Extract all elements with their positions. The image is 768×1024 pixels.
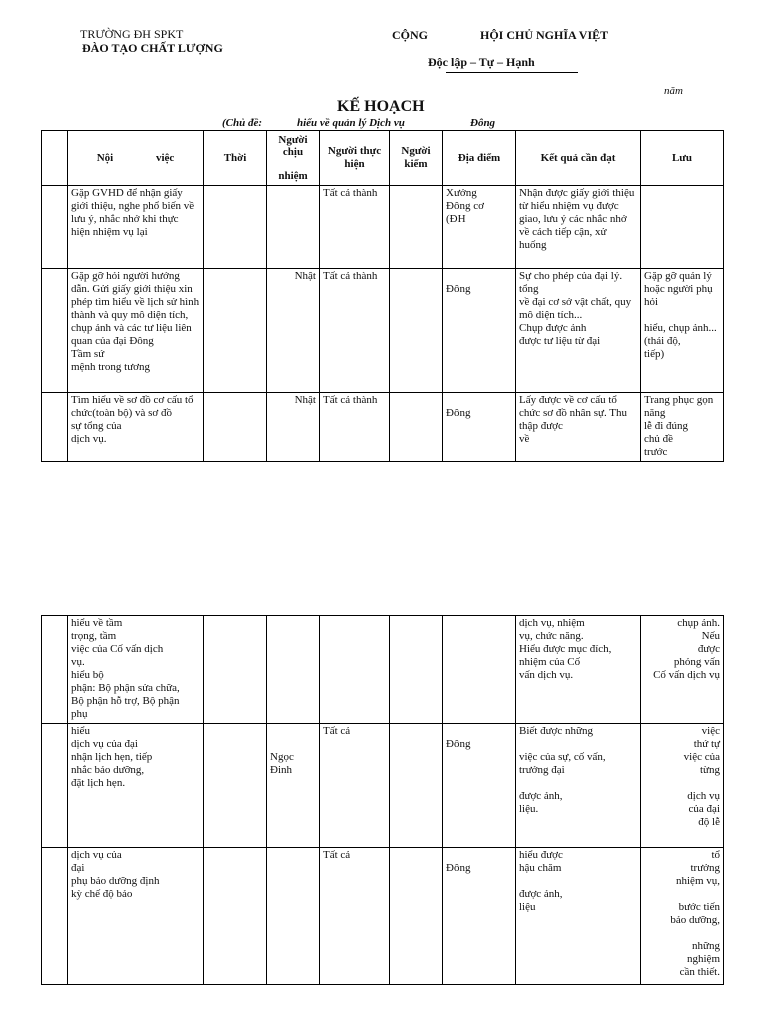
subtitle-place: Đông (470, 117, 496, 129)
department-name: ĐÀO TẠO CHẤT LƯỢNG (82, 41, 223, 55)
kiem-tra-cell (390, 393, 443, 462)
motto-underline (446, 72, 578, 73)
thoi-gian-cell (204, 186, 267, 269)
row-index-cell (42, 186, 68, 269)
col-luu-y-header: Lưu (641, 131, 724, 186)
thoi-gian-cell (204, 393, 267, 462)
thoi-gian-cell (204, 616, 267, 724)
row-index-cell (42, 616, 68, 724)
row-index-cell (42, 269, 68, 393)
row-index-cell (42, 724, 68, 848)
thuc-hien-cell: Tất cả thành (320, 269, 390, 393)
noi-dung-cell: hiểu về tầm trọng, tầm việc của Cố vấn dịch vụ. hiểu bộ phận: Bộ phận sửa chữa, Bộ phận hỗ trợ, Bộ phận phụ (68, 616, 204, 724)
noi-dung-cell: Gặp GVHD để nhận giấy giới thiệu, nghe phổ biến về lưu ý, nhắc nhở khi thực hiện nhiệm vụ lại (68, 186, 204, 269)
plan-table-top (41, 130, 724, 462)
subtitle-label: (Chủ đề: (222, 117, 263, 129)
thuc-hien-cell: Tất cả (320, 724, 390, 848)
thuc-hien-cell (320, 616, 390, 724)
thoi-gian-cell (204, 724, 267, 848)
col-chiu-trach-nhiem-header: Người chịu nhiệm (267, 131, 320, 186)
ket-qua-cell: Sự cho phép của đại lý. tổng về đại cơ sở vật chất, quy mô diện tích... Chụp được ảnh được tư liệu từ đại (516, 269, 641, 393)
kiem-tra-cell (390, 616, 443, 724)
kiem-tra-cell (390, 724, 443, 848)
table-row (42, 616, 724, 724)
table-row (42, 848, 724, 985)
noi-dung-cell: Gặp gỡ hỏi người hướng dẫn. Gửi giấy giới thiệu xin phép tìm hiểu về lịch sử hình thành và quy mô diện tích, chụp ảnh và các tư liệu liên quan của đại Đông Tầm sứ mệnh trong tương (68, 269, 204, 393)
table-row (42, 393, 724, 462)
ket-qua-cell: Nhận được giấy giới thiệu từ hiểu nhiệm vụ được giao, lưu ý các nhắc nhở về cách tiếp cận, xử huống (516, 186, 641, 269)
luu-y-cell: việc thứ tự việc của từng dịch vụ của đại độ lễ (641, 724, 724, 848)
luu-y-cell: Trang phục gọn năng lễ đi đúng chủ đề trước (641, 393, 724, 462)
chiu-trach-nhiem-cell (267, 186, 320, 269)
luu-y-cell: Gặp gỡ quản lý hoặc người phụ hỏi hiểu, chụp ảnh...(thái độ, tiếp) (641, 269, 724, 393)
noi-dung-cell: hiểu dịch vụ của đại nhận lịch hẹn, tiếp nhắc bảo dưỡng, đặt lịch hẹn. (68, 724, 204, 848)
chiu-trach-nhiem-cell (267, 848, 320, 985)
dia-diem-cell (443, 616, 516, 724)
subtitle-topic: hiểu về quản lý Dịch vụ (297, 117, 405, 129)
thuc-hien-cell: Tất cả (320, 848, 390, 985)
luu-y-cell (641, 186, 724, 269)
plan-table-bottom (41, 615, 724, 985)
col-index-header (42, 131, 68, 186)
col-noi-dung-header: Nội việc (68, 131, 204, 186)
school-name: TRƯỜNG ĐH SPKT (80, 27, 184, 41)
thoi-gian-cell (204, 269, 267, 393)
luu-y-cell: chụp ảnh. Nếu được phỏng vấn Cố vấn dịch vụ (641, 616, 724, 724)
dia-diem-cell: Đông (443, 393, 516, 462)
chiu-trach-nhiem-cell (267, 616, 320, 724)
document-title: KẾ HOẠCH (337, 98, 425, 115)
dia-diem-cell: Đông (443, 848, 516, 985)
ket-qua-cell: hiểu được hậu chăm được ảnh, liệu (516, 848, 641, 985)
kiem-tra-cell (390, 269, 443, 393)
thuc-hien-cell: Tất cả thành (320, 393, 390, 462)
ket-qua-cell: dịch vụ, nhiệm vụ, chức năng. Hiểu được mục đích, nhiệm của Cố vấn dịch vụ. (516, 616, 641, 724)
dia-diem-cell: Đông (443, 269, 516, 393)
motto: Độc lập – Tự – Hạnh (428, 55, 535, 69)
dia-diem-cell: Xưởng Đông cơ (ĐH (443, 186, 516, 269)
thoi-gian-cell (204, 848, 267, 985)
col-thuc-hien-header: Người thực hiện (320, 131, 390, 186)
noi-dung-cell: Tìm hiểu về sơ đồ cơ cấu tổ chức(toàn bộ) và sơ đồ sự tổng của dịch vụ. (68, 393, 204, 462)
kiem-tra-cell (390, 186, 443, 269)
ket-qua-cell: Lấy được về cơ cấu tổ chức sơ đồ nhân sự. Thu thập được về (516, 393, 641, 462)
luu-y-cell: tổ trưởng nhiệm vụ, bước tiến bảo dưỡng, những nghiệm cần thiết. (641, 848, 724, 985)
ket-qua-cell: Biết được những việc của sự, cố vấn, trưởng đại được ảnh, liệu. (516, 724, 641, 848)
table-header-row (42, 131, 724, 186)
col-kiem-tra-header: Người kiểm (390, 131, 443, 186)
row-index-cell (42, 393, 68, 462)
table-row (42, 724, 724, 848)
dia-diem-cell: Đông (443, 724, 516, 848)
col-dia-diem-header: Địa điểm (443, 131, 516, 186)
col-ket-qua-header: Kết quả cần đạt (516, 131, 641, 186)
kiem-tra-cell (390, 848, 443, 985)
republic-part-b: HỘI CHỦ NGHĨA VIỆT (480, 28, 609, 42)
col-thoi-gian-header: Thời (204, 131, 267, 186)
noi-dung-cell: dịch vụ của đại phụ bảo dưỡng định kỳ chế độ bảo (68, 848, 204, 985)
republic-part-a: CỘNG (392, 28, 428, 42)
chiu-trach-nhiem-cell: Nhật (267, 393, 320, 462)
thuc-hien-cell: Tất cả thành (320, 186, 390, 269)
chiu-trach-nhiem-cell: Ngọc Đinh (267, 724, 320, 848)
table-row (42, 269, 724, 393)
table-row (42, 186, 724, 269)
row-index-cell (42, 848, 68, 985)
chiu-trach-nhiem-cell: Nhật (267, 269, 320, 393)
date-line: năm (664, 85, 683, 97)
